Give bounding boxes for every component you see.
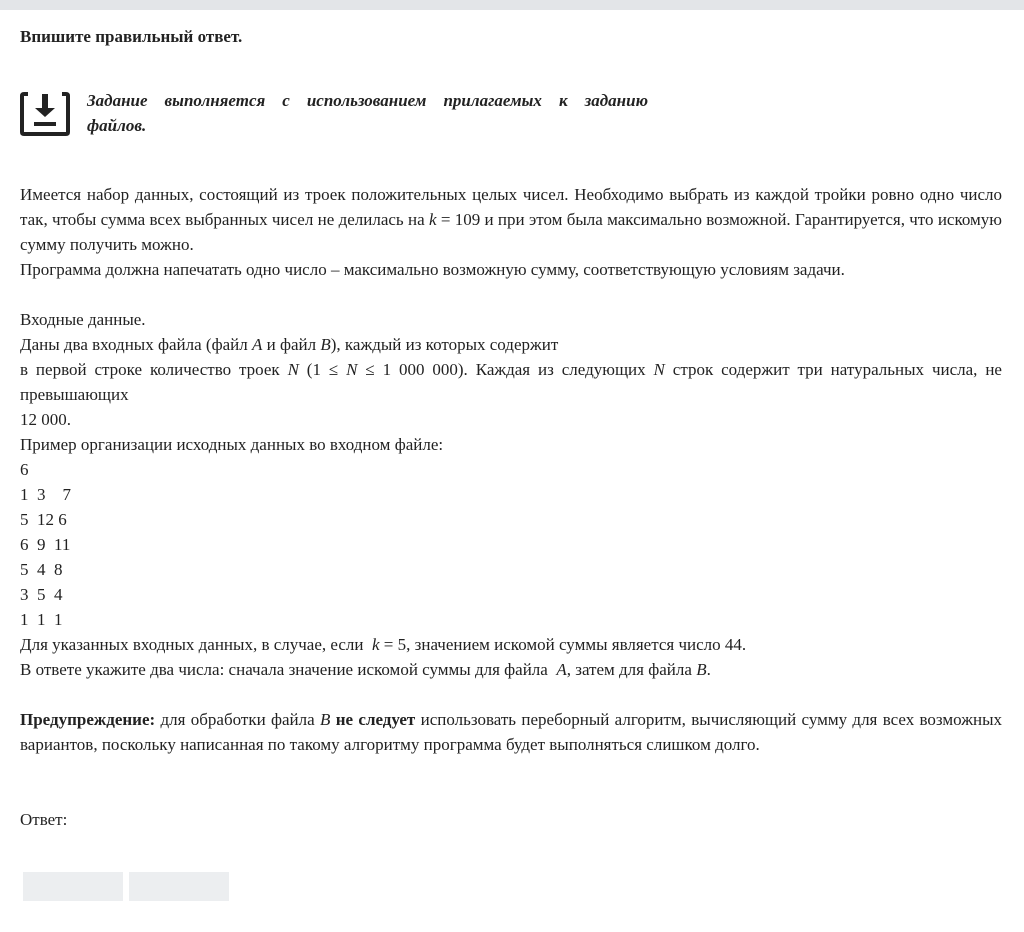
warning-emphasis: не следует <box>335 710 416 729</box>
task-paragraph-1: Имеется набор данных, состоящий из троек положительных целых чисел. Необходимо выбрать из каждой тройки ровно одно число так, чтобы сумма всех выбранных чисел не делилась на k = 109 и при этом была максимально возможной. Гарантируется, что искомую сумму получить можно. <box>20 185 1002 254</box>
sample-line: 3 5 4 <box>20 585 63 604</box>
task-content <box>20 24 1002 832</box>
input-line-files: Даны два входных файла (файл A и файл B), каждый из которых содержит <box>20 335 559 354</box>
warning-label: Предупреждение: <box>20 710 156 729</box>
sample-line: 1 1 1 <box>20 610 63 629</box>
attachment-line-1: Задание выполняется с использованием прилагаемых к заданию <box>87 91 648 110</box>
attachment-text <box>87 88 648 138</box>
warning-paragraph: Предупреждение: для обработки файла B не следует использовать переборный алгоритм, вычисляющий сумму для всех возможных вариантов, поскольку написанная по такому алгоритму программа будет выполняться слишком долго. <box>20 710 1003 754</box>
attachment-notice <box>20 88 1002 144</box>
input-line-limit: 12 000. <box>20 410 71 429</box>
sample-line: 5 12 6 <box>20 510 67 529</box>
input-title: Входные данные. <box>20 310 146 329</box>
sample-line: 5 4 8 <box>20 560 63 579</box>
answer-input-file-b[interactable] <box>129 872 229 901</box>
example-result: Для указанных входных данных, в случае, если k = 5, значением искомой суммы является число 44. <box>20 635 747 654</box>
attachment-line-2: файлов. <box>87 116 147 135</box>
task-paragraph-2: Программа должна напечатать одно число – максимально возможную сумму, соответствующую условиям задачи. <box>20 260 845 279</box>
top-bar <box>0 0 1024 10</box>
input-line-format: в первой строке количество троек N (1 ≤ N ≤ 1 000 000). Каждая из следующих N строк содержит три натуральных числа, не превышающих <box>20 360 1002 404</box>
answer-label: Ответ: <box>20 810 68 829</box>
sample-line: 1 3 7 <box>20 485 71 504</box>
sample-data <box>20 457 1002 632</box>
example-title: Пример организации исходных данных во входном файле: <box>20 435 444 454</box>
sample-line: 6 <box>20 460 29 479</box>
answer-format: В ответе укажите два числа: сначала значение искомой суммы для файла A, затем для файла B. <box>20 660 711 679</box>
download-icon[interactable] <box>20 92 70 136</box>
instruction-heading: Впишите правильный ответ. <box>20 27 243 46</box>
sample-line: 6 9 11 <box>20 535 71 554</box>
answer-input-file-a[interactable] <box>23 872 123 901</box>
